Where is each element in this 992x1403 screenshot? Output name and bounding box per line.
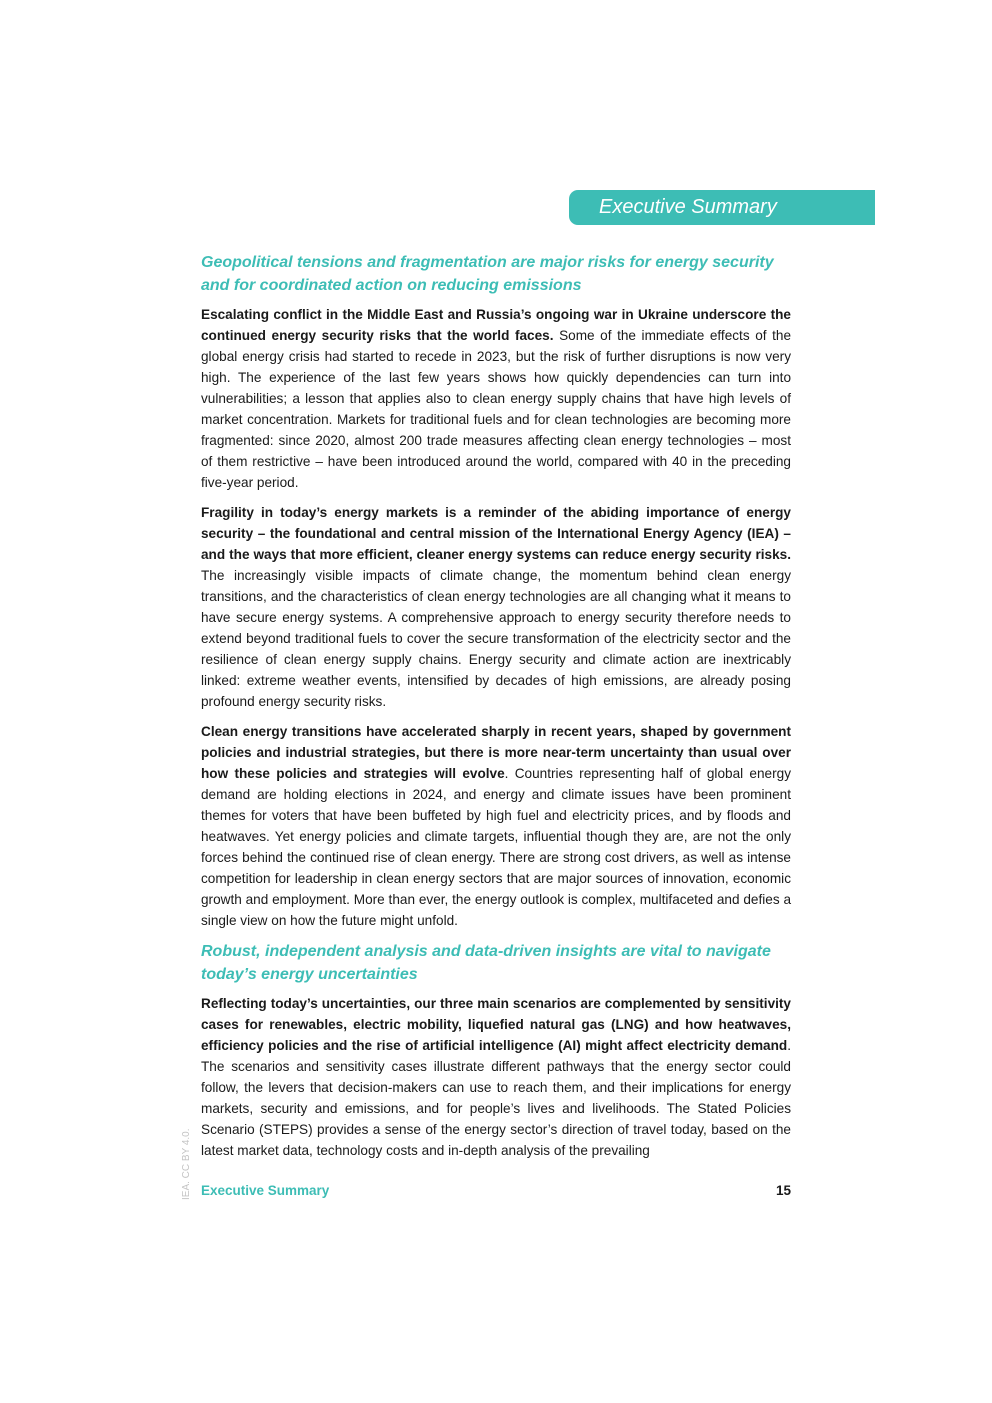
- paragraph-lead: Clean energy transitions have accelerated sharply in recent years, shaped by government policies and industrial strategies, but there is more near-term uncertainty than usual over how these policies and strategies will evolve: [201, 724, 791, 781]
- page-number: 15: [775, 1183, 791, 1198]
- section-heading: Robust, independent analysis and data-driven insights are vital to navigate today’s energy uncertainties: [201, 943, 771, 983]
- paragraph: [201, 502, 791, 712]
- main-content: [201, 251, 791, 1170]
- license-note: IEA. CC BY 4.0.: [181, 1128, 192, 1200]
- paragraph-lead: Escalating conflict in the Middle East and Russia’s ongoing war in Ukraine underscore the continued energy security risks that the world faces.: [201, 307, 791, 343]
- paragraph-body: . Countries representing half of global energy demand are holding elections in 2024, and energy and climate issues have been prominent themes for voters that have been buffeted by high fuel and electricity prices, and by floods and heatwaves. Yet energy policies and climate targets, influential though they are, are not the only forces behind the continued rise of clean energy. There are strong cost drivers, as well as intense competition for leadership in clean energy sectors that are major sources of innovation, economic growth and employment. More than ever, the energy outlook is complex, multifaceted and defies a single view on how the future might unfold.: [201, 766, 791, 928]
- paragraph: [201, 304, 791, 493]
- paragraph-body: The increasingly visible impacts of climate change, the momentum behind clean energy transitions, and the characteristics of clean energy technologies are all changing what it means to have secure energy systems. A comprehensive approach to energy security therefore needs to extend beyond traditional fuels to cover the secure transformation of the electricity sector and the resilience of clean energy supply chains. Energy security and climate action are inextricably linked: extreme weather events, intensified by decades of high emissions, are already posing profound energy security risks.: [201, 568, 791, 709]
- paragraph-lead: Reflecting today’s uncertainties, our three main scenarios are complemented by sensitivity cases for renewables, electric mobility, liquefied natural gas (LNG) and how heatwaves, efficiency policies and the rise of artificial intelligence (AI) might affect electricity demand: [201, 996, 791, 1053]
- footer-section-title: Executive Summary: [201, 1183, 330, 1198]
- paragraph-lead: Fragility in today’s energy markets is a reminder of the abiding importance of energy security – the foundational and central mission of the International Energy Agency (IEA) – and the ways that more efficient, cleaner energy systems can reduce energy security risks.: [201, 505, 791, 562]
- section-heading: Geopolitical tensions and fragmentation are major risks for energy security and for coordinated action on reducing emissions: [201, 254, 774, 294]
- paragraph: [201, 721, 791, 931]
- section-banner: [569, 190, 875, 225]
- paragraph: [201, 993, 791, 1161]
- banner-title: Executive Summary: [599, 196, 777, 218]
- paragraph-body: Some of the immediate effects of the global energy crisis had started to recede in 2023, but the risk of further disruptions is now very high. The experience of the last few years shows how quickly dependencies can turn into vulnerabilities; a lesson that applies also to clean energy supply chains that have high levels of market concentration. Markets for traditional fuels and for clean technologies are becoming more fragmented: since 2020, almost 200 trade measures affecting clean energy technologies – most of them restrictive – have been introduced around the world, compared with 40 in the preceding five-year period.: [201, 328, 791, 490]
- paragraph-body: . The scenarios and sensitivity cases illustrate different pathways that the energy sector could follow, the levers that decision-makers can use to reach them, and their implications for energy markets, security and emissions, and for people’s lives and livelihoods. The Stated Policies Scenario (STEPS) provides a sense of the energy sector’s direction of travel today, based on the latest market data, technology costs and in-depth analysis of the prevailing: [201, 1038, 791, 1158]
